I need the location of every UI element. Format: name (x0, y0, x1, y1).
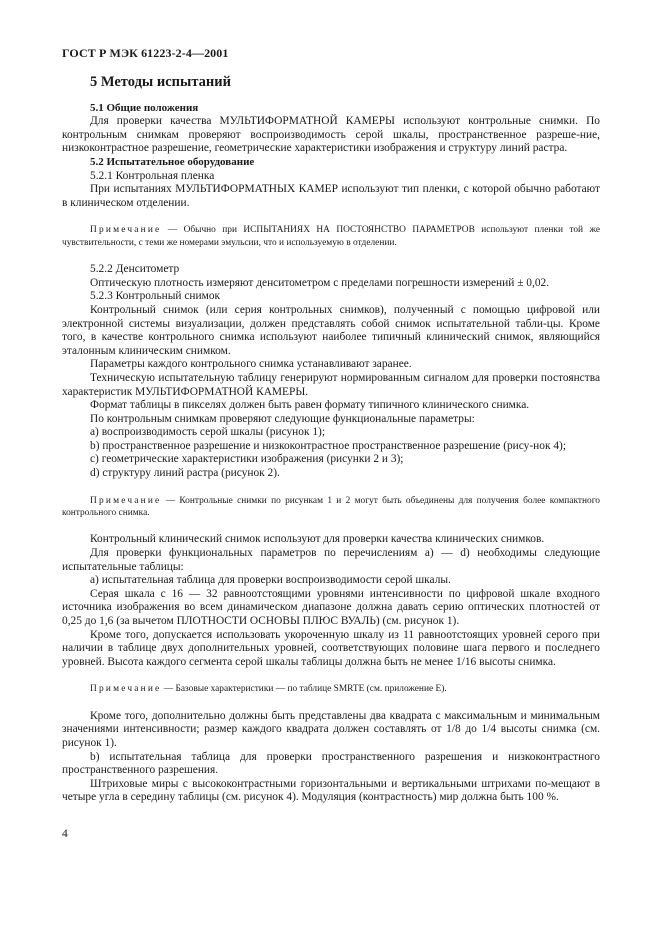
squares-mid: до (460, 723, 482, 736)
page-content (62, 76, 600, 805)
list-item: а) воспроизводимость серой шкалы (рисунок 1); (90, 426, 326, 439)
note-3-text: — Базовые характеристики — по таблице SMRTE (см. приложение Е). (161, 684, 447, 695)
list-item: c) геометрические характеристики изображения (рисунки 2 и 3); (90, 453, 404, 466)
note-2 (62, 495, 600, 520)
subsection-5-1-title: 5.1 Общие положения (90, 101, 199, 114)
table-a-item: а) испытательная таблица для проверки воспроизводимости серой шкалы. (90, 574, 451, 587)
subsection-5-2-3-para-4: Формат таблицы в пикселях должен быть равен формату типичного клинического снимка. (90, 399, 530, 412)
subsection-5-2-2-text: Оптическую плотность измеряют денситометром с пределами погрешности измерений ± 0,02. (90, 276, 550, 289)
list-item: b) пространственное разрешение и низкоконтрастное пространственное разрешение (рису-нок 4); (90, 439, 566, 452)
note-3 (62, 683, 600, 695)
subsection-5-2-3-para-1: Контрольный снимок (или серия контрольных снимков), полученный с помощью цифровой или электронной системы визуализации, должен представлять собой снимок испытательной табли-цы. Кроме того, в качестве контрольного снимка используют наиболее типичный клинический снимок, являющийся эталонным клиническим снимком. (62, 303, 600, 357)
document-code-header: ГОСТ Р МЭК 61223-2-4—2001 (62, 46, 229, 60)
subsection-5-2-title: 5.2 Испытательное оборудование (90, 155, 255, 168)
page-number: 4 (62, 828, 68, 840)
short-scale-tail: высоты снимка. (476, 655, 556, 668)
squares-text: Кроме того, дополнительно должны быть представлены два квадрата с максимальным и минимальным значениями интенсивности; размер каждого квадрата должен составлять от (62, 709, 600, 736)
note-2-text: — Контрольные снимки по рисункам 1 и 2 могут быть объединены для получения более компактного контрольного снимка. (62, 495, 600, 519)
squares-tail: высоты снимка (см. рисунок 1). (62, 723, 601, 749)
list-item: d) структуру линий растра (рисунок 2). (90, 467, 280, 480)
short-scale-para (62, 629, 600, 670)
subsection-5-2-3-para-2: Параметры каждого контрольного снимка устанавливают заранее. (90, 358, 412, 371)
subsection-5-2-3-para-3: Техническую испытательную таблицу генерируют нормированным сигналом для проверки постоянства характеристик МУЛЬТИФОРМАТНОЙ КАМЕРЫ. (62, 371, 600, 398)
subsection-5-2-1-text: При испытаниях МУЛЬТИФОРМАТНЫХ КАМЕР используют тип пленки, с которой обычно работают в клиническом отделении. (62, 183, 600, 209)
fraction-1-4: 1/4 (481, 723, 497, 736)
note-1-label: Примечание (90, 225, 162, 236)
table-b-item: b) испытательная таблица для проверки пространственного разрешения и низкоконтрастного пространственного разрешения. (62, 750, 600, 777)
note-1-text: — Обычно при ИСПЫТАНИЯХ НА ПОСТОЯНСТВО ПАРАМЕТРОВ используют пленки той же чувствительности, с теми же номерами эмульсии, что и используемую в отделении. (62, 225, 600, 248)
subsection-5-2-3-title: 5.2.3 Контрольный снимок (90, 290, 221, 303)
mires-para: Штриховые миры с высококонтрастными горизонтальными и вертикальными штрихами по-мещают в четыре угла в середину таблицы (см. рисунок 4). Модуляция (контрастность) мир должна быть 100 %. (62, 777, 600, 804)
short-scale-text: Кроме того, допускается использовать укороченную шкалу из 11 равноотстоящих уровней серого при наличии в таблице двух дополнительных уровней, соответствующих половине шага первого и последнего уровней. Высота каждого сегмента серой шкалы таблицы должна быть не менее (62, 628, 600, 668)
section-title: 5 Методы испытаний (90, 74, 231, 90)
squares-para (62, 710, 600, 751)
subsection-5-2-3-para-5: По контрольным снимкам проверяют следующие функциональные параметры: (90, 412, 475, 425)
clinical-para-1: Контрольный клинический снимок используют для проверки качества клинических снимков. (90, 533, 545, 546)
subsection-5-2-2-title: 5.2.2 Денситометр (90, 263, 180, 276)
clinical-para-2: Для проверки функциональных параметров по перечислениям а) — d) необходимы следующие испытательные таблицы: (62, 547, 600, 573)
fraction-1-8: 1/8 (446, 723, 461, 736)
note-3-label: Примечание (90, 684, 162, 695)
note-1 (62, 224, 600, 249)
note-2-label: Примечание (90, 495, 162, 506)
subsection-5-1-text: Для проверки качества МУЛЬТИФОРМАТНОЙ КАМЕРЫ используют контрольные снимки. По контрольным снимкам проверяют воспроизводимость серой шкалы, пространственное разреше-ние, низкоконтрастное разрешение, геометрические характеристики изображения и структуру линий растра. (62, 115, 600, 155)
subsection-5-2-1-title: 5.2.1 Контрольная пленка (90, 169, 215, 182)
gray-scale-para: Серая шкала с 16 — 32 равноотстоящими уровнями интенсивности по цифровой шкале входного источника изображения во всем динамическом диапазоне должна давать серию оптических плотностей от 0,25 до 1,6 (за вычетом ПЛОТНОСТИ ОСНОВЫ ПЛЮС ВУАЛЬ) (см. рисунок 1). (62, 587, 600, 628)
fraction-1-16: 1/16 (455, 655, 477, 668)
